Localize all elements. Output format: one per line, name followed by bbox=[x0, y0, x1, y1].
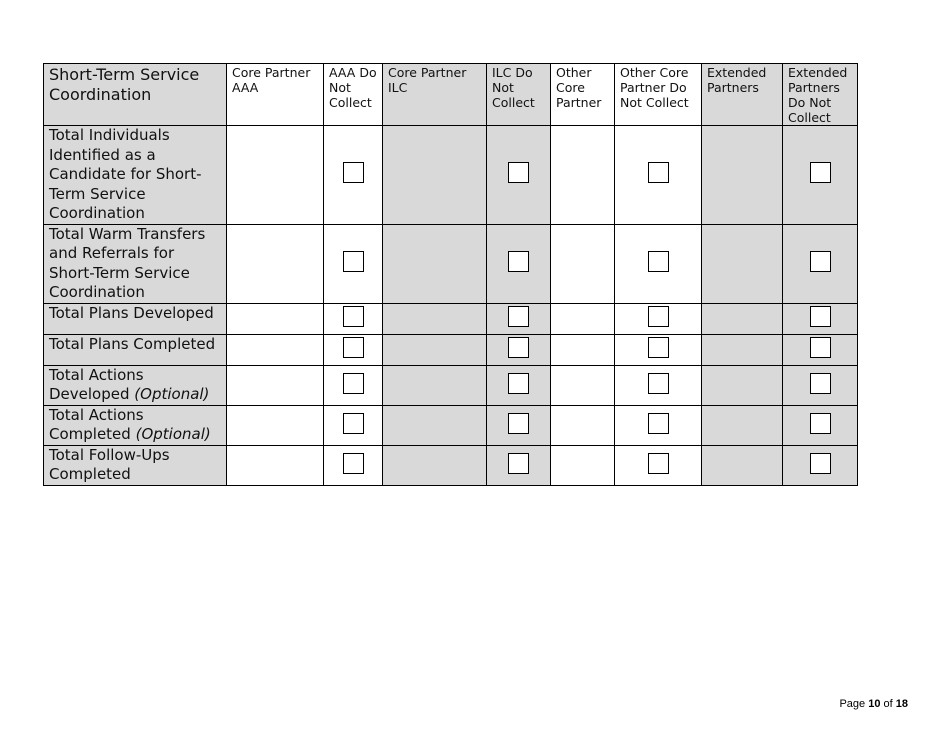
page-number bbox=[839, 698, 908, 710]
row-label-text: Total Actions Developed bbox=[49, 365, 144, 403]
do-not-collect-cell bbox=[615, 365, 702, 405]
count-input-cell[interactable] bbox=[551, 334, 615, 365]
do-not-collect-cell bbox=[783, 224, 858, 303]
do-not-collect-checkbox[interactable] bbox=[343, 373, 364, 394]
row-label bbox=[44, 303, 227, 334]
optional-note: (Optional) bbox=[134, 385, 210, 403]
do-not-collect-cell bbox=[487, 224, 551, 303]
do-not-collect-checkbox[interactable] bbox=[648, 413, 669, 434]
col-header: Extended Partners Do Not Collect bbox=[783, 64, 858, 126]
do-not-collect-checkbox[interactable] bbox=[508, 306, 529, 327]
count-input-cell[interactable] bbox=[702, 126, 783, 225]
count-input-cell[interactable] bbox=[551, 303, 615, 334]
count-input-cell[interactable] bbox=[383, 224, 487, 303]
do-not-collect-cell bbox=[487, 334, 551, 365]
do-not-collect-checkbox[interactable] bbox=[648, 251, 669, 272]
col-header: Other Core Partner bbox=[551, 64, 615, 126]
do-not-collect-cell bbox=[487, 365, 551, 405]
row-label bbox=[44, 334, 227, 365]
do-not-collect-checkbox[interactable] bbox=[810, 162, 831, 183]
table-title: Short-Term Service Coordination bbox=[44, 64, 227, 126]
col-header: Extended Partners bbox=[702, 64, 783, 126]
row-label bbox=[44, 224, 227, 303]
count-input-cell[interactable] bbox=[383, 126, 487, 225]
col-header: Other Core Partner Do Not Collect bbox=[615, 64, 702, 126]
do-not-collect-checkbox[interactable] bbox=[508, 337, 529, 358]
count-input-cell[interactable] bbox=[383, 303, 487, 334]
do-not-collect-cell bbox=[615, 405, 702, 445]
do-not-collect-checkbox[interactable] bbox=[343, 453, 364, 474]
count-input-cell[interactable] bbox=[383, 365, 487, 405]
table-row bbox=[44, 224, 858, 303]
col-header: ILC Do Not Collect bbox=[487, 64, 551, 126]
count-input-cell[interactable] bbox=[227, 303, 324, 334]
do-not-collect-checkbox[interactable] bbox=[343, 337, 364, 358]
do-not-collect-cell bbox=[487, 445, 551, 485]
do-not-collect-checkbox[interactable] bbox=[343, 306, 364, 327]
count-input-cell[interactable] bbox=[551, 126, 615, 225]
count-input-cell[interactable] bbox=[702, 405, 783, 445]
do-not-collect-checkbox[interactable] bbox=[810, 251, 831, 272]
row-label-text: Total Actions Completed bbox=[49, 405, 144, 443]
do-not-collect-cell bbox=[783, 126, 858, 225]
row-label-text: Total Warm Transfers and Referrals for Short-Term Service Coordination bbox=[49, 224, 206, 301]
count-input-cell[interactable] bbox=[383, 334, 487, 365]
do-not-collect-checkbox[interactable] bbox=[343, 413, 364, 434]
row-label bbox=[44, 365, 227, 405]
do-not-collect-cell bbox=[487, 405, 551, 445]
do-not-collect-cell bbox=[324, 405, 383, 445]
do-not-collect-checkbox[interactable] bbox=[648, 337, 669, 358]
count-input-cell[interactable] bbox=[383, 445, 487, 485]
do-not-collect-cell bbox=[783, 365, 858, 405]
table-row bbox=[44, 365, 858, 405]
do-not-collect-checkbox[interactable] bbox=[810, 373, 831, 394]
do-not-collect-cell bbox=[324, 334, 383, 365]
do-not-collect-checkbox[interactable] bbox=[810, 306, 831, 327]
table-row bbox=[44, 126, 858, 225]
col-header: Core Partner AAA bbox=[227, 64, 324, 126]
count-input-cell[interactable] bbox=[227, 445, 324, 485]
col-header: AAA Do Not Collect bbox=[324, 64, 383, 126]
optional-note: (Optional) bbox=[135, 425, 211, 443]
page-label: Page bbox=[839, 698, 869, 710]
do-not-collect-cell bbox=[324, 126, 383, 225]
do-not-collect-checkbox[interactable] bbox=[810, 337, 831, 358]
do-not-collect-cell bbox=[615, 334, 702, 365]
row-label bbox=[44, 405, 227, 445]
row-label-text: Total Plans Developed bbox=[49, 303, 214, 322]
of-label: of bbox=[880, 698, 896, 710]
count-input-cell[interactable] bbox=[702, 303, 783, 334]
table-row bbox=[44, 334, 858, 365]
short-term-service-coordination-table bbox=[43, 63, 858, 486]
row-label-text: Total Follow-Ups Completed bbox=[49, 445, 170, 483]
do-not-collect-cell bbox=[324, 224, 383, 303]
do-not-collect-cell bbox=[487, 303, 551, 334]
row-label bbox=[44, 445, 227, 485]
do-not-collect-cell bbox=[783, 445, 858, 485]
do-not-collect-checkbox[interactable] bbox=[343, 162, 364, 183]
count-input-cell[interactable] bbox=[227, 224, 324, 303]
count-input-cell[interactable] bbox=[551, 224, 615, 303]
count-input-cell[interactable] bbox=[551, 445, 615, 485]
count-input-cell[interactable] bbox=[551, 405, 615, 445]
count-input-cell[interactable] bbox=[702, 445, 783, 485]
header-row bbox=[44, 64, 858, 126]
do-not-collect-checkbox[interactable] bbox=[508, 251, 529, 272]
count-input-cell[interactable] bbox=[227, 334, 324, 365]
count-input-cell[interactable] bbox=[227, 365, 324, 405]
do-not-collect-cell bbox=[487, 126, 551, 225]
do-not-collect-cell bbox=[324, 365, 383, 405]
table-row bbox=[44, 445, 858, 485]
count-input-cell[interactable] bbox=[383, 405, 487, 445]
do-not-collect-cell bbox=[615, 445, 702, 485]
do-not-collect-cell bbox=[615, 303, 702, 334]
col-header: Core Partner ILC bbox=[383, 64, 487, 126]
total-pages: 18 bbox=[895, 698, 908, 710]
count-input-cell[interactable] bbox=[227, 126, 324, 225]
do-not-collect-checkbox[interactable] bbox=[648, 162, 669, 183]
count-input-cell[interactable] bbox=[551, 365, 615, 405]
do-not-collect-checkbox[interactable] bbox=[648, 306, 669, 327]
count-input-cell[interactable] bbox=[702, 365, 783, 405]
do-not-collect-checkbox[interactable] bbox=[508, 413, 529, 434]
do-not-collect-checkbox[interactable] bbox=[508, 453, 529, 474]
do-not-collect-cell bbox=[783, 303, 858, 334]
do-not-collect-cell bbox=[783, 334, 858, 365]
do-not-collect-checkbox[interactable] bbox=[343, 251, 364, 272]
count-input-cell[interactable] bbox=[702, 334, 783, 365]
do-not-collect-checkbox[interactable] bbox=[508, 162, 529, 183]
do-not-collect-cell bbox=[324, 303, 383, 334]
do-not-collect-cell bbox=[324, 445, 383, 485]
current-page: 10 bbox=[868, 698, 881, 710]
do-not-collect-checkbox[interactable] bbox=[648, 373, 669, 394]
count-input-cell[interactable] bbox=[702, 224, 783, 303]
do-not-collect-checkbox[interactable] bbox=[508, 373, 529, 394]
do-not-collect-cell bbox=[615, 126, 702, 225]
table-row bbox=[44, 303, 858, 334]
do-not-collect-checkbox[interactable] bbox=[810, 453, 831, 474]
do-not-collect-checkbox[interactable] bbox=[648, 453, 669, 474]
row-label bbox=[44, 126, 227, 225]
do-not-collect-cell bbox=[615, 224, 702, 303]
count-input-cell[interactable] bbox=[227, 405, 324, 445]
do-not-collect-checkbox[interactable] bbox=[810, 413, 831, 434]
row-label-text: Total Individuals Identified as a Candidate for Short-Term Service Coordination bbox=[49, 126, 202, 222]
row-label-text: Total Plans Completed bbox=[49, 334, 216, 353]
do-not-collect-cell bbox=[783, 405, 858, 445]
table-row bbox=[44, 405, 858, 445]
